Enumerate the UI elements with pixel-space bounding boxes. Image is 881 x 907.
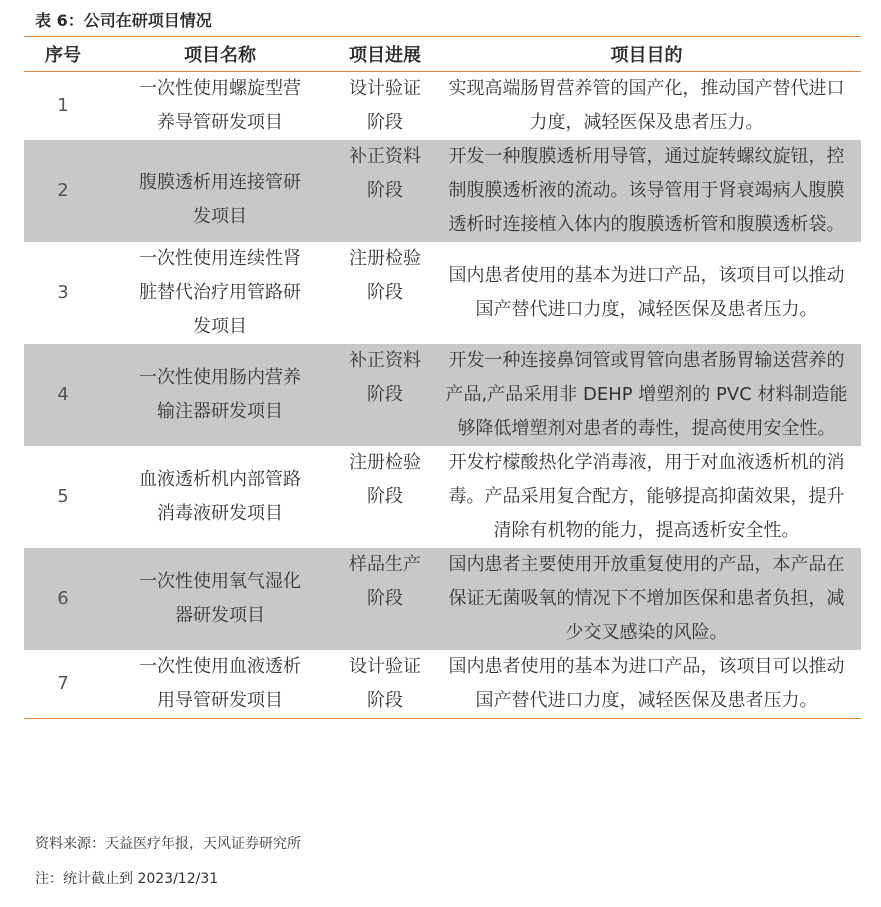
table-row bbox=[24, 344, 861, 446]
project-purpose: 国内患者使用的基本为进口产品，该项目可以推动国产替代进口力度，减轻医保及患者压力。 bbox=[432, 650, 861, 719]
project-name: 一次性使用血液透析用导管研发项目 bbox=[102, 650, 338, 719]
row-number: 5 bbox=[57, 486, 69, 507]
cutoff-note: 注：统计截止到 2023/12/31 bbox=[35, 871, 219, 887]
project-purpose: 实现高端肠胃营养管的国产化，推动国产替代进口力度，减轻医保及患者压力。 bbox=[448, 78, 845, 133]
table-row bbox=[24, 140, 861, 242]
row-number: 1 bbox=[57, 95, 69, 116]
table-row bbox=[24, 650, 861, 719]
project-purpose: 国内患者主要使用开放重复使用的产品，本产品在保证无菌吸氧的情况下不增加医保和患者负担，减少交叉感染的风险。 bbox=[432, 548, 861, 650]
table-row bbox=[24, 72, 861, 141]
project-name: 血液透析机内部管路消毒液研发项目 bbox=[139, 469, 301, 524]
header-stage: 项目进展 bbox=[338, 37, 432, 72]
row-number: 7 bbox=[24, 650, 102, 719]
project-stage: 注册检验阶段 bbox=[349, 248, 421, 303]
project-purpose: 开发柠檬酸热化学消毒液，用于对血液透析机的消毒。产品采用复合配方，能够提高抑菌效果，提升清除有机物的能力，提高透析安全性。 bbox=[448, 452, 845, 541]
project-stage: 设计验证阶段 bbox=[349, 78, 421, 133]
project-stage: 样品生产阶段 bbox=[338, 548, 432, 650]
project-purpose: 国内患者使用的基本为进口产品，该项目可以推动国产替代进口力度，减轻医保及患者压力。 bbox=[448, 265, 845, 320]
project-stage: 补正资料阶段 bbox=[338, 344, 432, 446]
project-name: 一次性使用氧气湿化器研发项目 bbox=[102, 548, 338, 650]
project-purpose: 开发一种连接鼻饲管或胃管向患者肠胃输送营养的产品,产品采用非 DEHP 增塑剂的 PVC 材料制造能够降低增塑剂对患者的毒性，提高使用安全性。 bbox=[432, 344, 861, 446]
project-stage: 注册检验阶段 bbox=[349, 452, 421, 507]
project-stage: 补正资料阶段 bbox=[338, 140, 432, 242]
project-stage: 设计验证阶段 bbox=[338, 650, 432, 719]
row-number: 3 bbox=[57, 282, 69, 303]
project-name: 一次性使用肠内营养输注器研发项目 bbox=[102, 344, 338, 446]
header-purpose: 项目目的 bbox=[432, 37, 861, 72]
table-header-row bbox=[24, 37, 861, 72]
table-row bbox=[24, 446, 861, 548]
project-name: 一次性使用连续性肾脏替代治疗用管路研发项目 bbox=[139, 248, 301, 337]
header-no: 序号 bbox=[24, 37, 102, 72]
source-note: 资料来源：天益医疗年报，天风证券研究所 bbox=[35, 836, 301, 852]
table-row bbox=[24, 548, 861, 650]
project-name: 腹膜透析用连接管研发项目 bbox=[102, 140, 338, 242]
row-number: 2 bbox=[24, 140, 102, 242]
project-name: 一次性使用螺旋型营养导管研发项目 bbox=[139, 78, 301, 133]
row-number: 4 bbox=[24, 344, 102, 446]
header-name: 项目名称 bbox=[102, 37, 338, 72]
table-row bbox=[24, 242, 861, 344]
row-number: 6 bbox=[24, 548, 102, 650]
project-purpose: 开发一种腹膜透析用导管，通过旋转螺纹旋钮，控制腹膜透析液的流动。该导管用于肾衰竭病人腹膜透析时连接植入体内的腹膜透析管和腹膜透析袋。 bbox=[432, 140, 861, 242]
projects-table bbox=[24, 36, 861, 719]
table-caption: 表 6：公司在研项目情况 bbox=[35, 11, 212, 30]
